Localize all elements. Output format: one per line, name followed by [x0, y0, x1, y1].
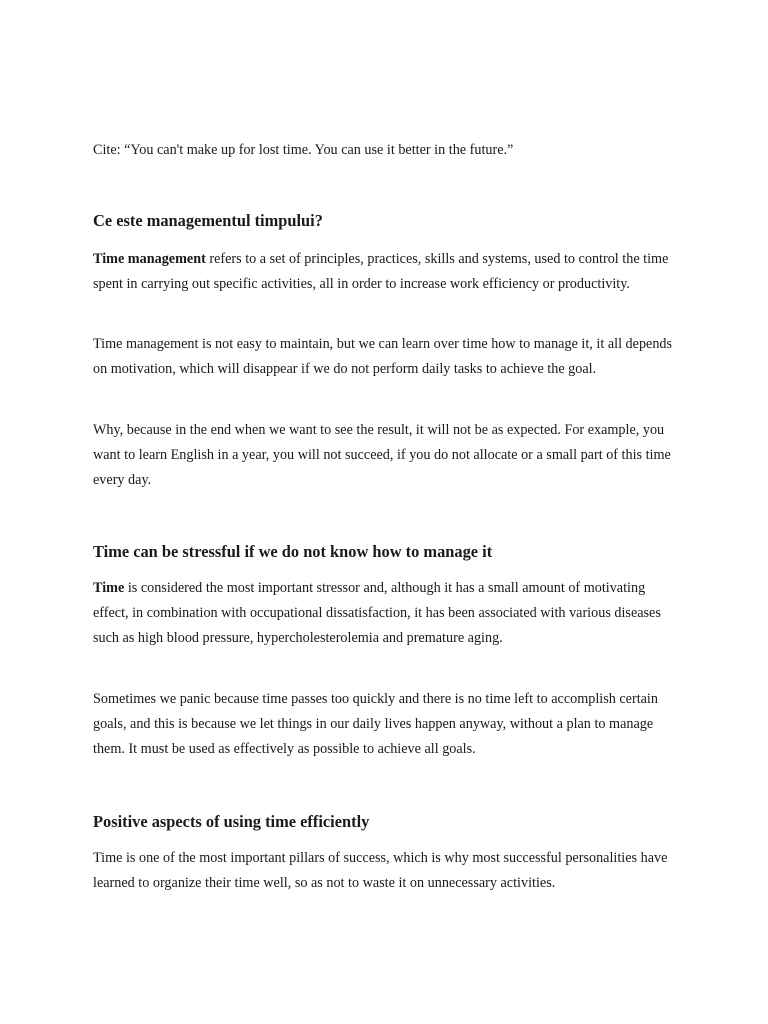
paragraph [93, 576, 683, 652]
section-heading: Ce este managementul timpului? [93, 211, 323, 230]
paragraph-text: Time management is not easy to maintain, but we can learn over time how to manage it, it all depends on motivation, which will disappear if we do not perform daily tasks to achieve the goal. [93, 336, 673, 378]
paragraph-text: Sometimes we panic because time passes too quickly and there is no time left to accomplish certain goals, and this is because we let things in our daily lives happen anyway, without a plan to manage them. It must be used as effectively as possible to achieve all goals. [93, 691, 658, 758]
paragraph [93, 332, 683, 382]
section-heading: Positive aspects of using time efficiently [93, 812, 370, 831]
paragraph [93, 418, 683, 494]
section-heading: Time can be stressful if we do not know how to manage it [93, 542, 493, 561]
paragraph-text: refers to a set of principles, practices, skills and systems, used to control the time spent in carrying out specific activities, all in order to increase work efficiency or productivity. [93, 251, 669, 293]
quote-line: Cite: “You can't make up for lost time. You can use it better in the future.” [93, 142, 514, 158]
bold-term: Time [93, 580, 125, 596]
paragraph-text: is considered the most important stressor and, although it has a small amount of motivating effect, in combination with occupational dissatisfaction, it has been associated with various diseases such as high blood pressure, hypercholesterolemia and premature aging. [93, 580, 661, 647]
paragraph-text: Why, because in the end when we want to see the result, it will not be as expected. For example, you want to learn English in a year, you will not succeed, if you do not allocate or a small part of this time every day. [93, 422, 671, 489]
bold-term: Time management [93, 251, 206, 267]
paragraph [93, 247, 683, 297]
paragraph [93, 846, 683, 896]
paragraph-text: Time is one of the most important pillars of success, which is why most successful personalities have learned to organize their time well, so as not to waste it on unnecessary activities. [93, 850, 668, 892]
paragraph [93, 687, 683, 763]
